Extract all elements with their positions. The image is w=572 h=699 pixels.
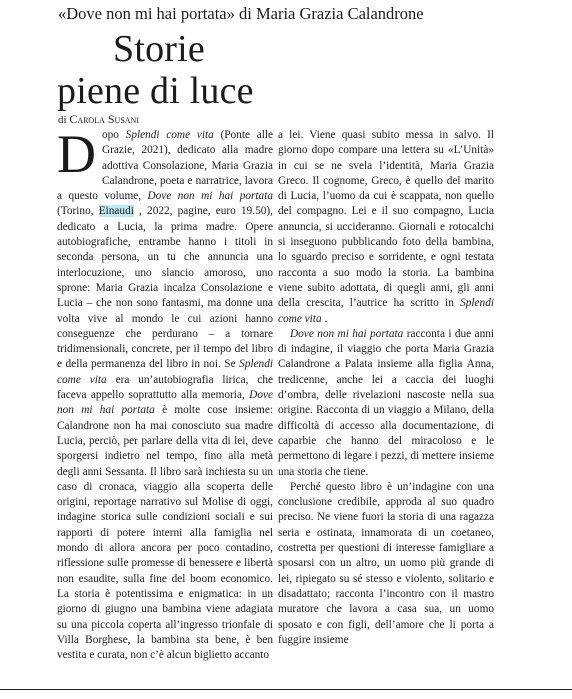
title-line-1: Storie [113, 28, 205, 70]
paragraph: Perché questo libro è un’indagine con una conclusione credibile, approda al suo quadro preciso. Ne viene fuori la storia di una ragazza seria e ostinata, innamorata di un coetaneo, costretta per questioni di interesse famigliare a sposarsi con un altro, un uomo più grande di lei, ripiegato su sé stesso e violento, solitario e disadattato; racconta l’incontro con il mastro muratore che lavora a casa sua, un uomo sposato e con figli, dell’amore che li porta a fuggire insieme [278, 480, 494, 646]
text-run: a lei. Viene quasi subito messa in salvo. Il giorno dopo compare una lettera su «L’Unità» in cui se ne svela l’identità, Maria Grazia Greco. Il cognome, Greco, è quello del marito di Lucia, l’uomo da cui è scappata, non quello del compagno. Lei e il suo compagno, Lucia annuncia, si uccideranno. Giornali e rotocalchi si inseguono pubblicando foto della bambina, lo sguardo preciso e sorridente, e ogni testata racconta a suo modo la storia. La bambina viene subito adottata, di quegli anni, gli anni della crescita, l’autrice ha scritto in [278, 129, 494, 310]
book-title: Dove non mi hai portata [290, 327, 404, 340]
article-title [57, 28, 337, 112]
article-column-1 [57, 124, 273, 663]
text-run: racconta i due anni di indagine, il viaggio che porta Maria Grazia Calandrone a Palata insieme alla figlia Anna, tredicenne, anche lei a caccia dei luoghi d’ombra, delle rivelazioni nascoste nella sua origine. Racconta di un viaggio a Milano, della difficoltà di accesso alla documentazione, di caparbie che hanno del miracoloso e le permettono di legare i pezzi, di mettere insieme una storia che tiene. [278, 327, 494, 478]
drop-cap: D [57, 124, 96, 184]
kicker-line: «Dove non mi hai portata» di Maria Grazia Calandrone [58, 4, 424, 23]
highlighted-text[interactable]: Einaudi [98, 205, 134, 218]
book-title: Splendi come vita [278, 297, 494, 325]
paragraph [278, 327, 494, 480]
text-run: (Ponte alle Grazie, 2021), dedicato alla madre adottiva Consolazione, Maria Grazia Calandrone, poeta e narratrice, lavora a questo volume, [57, 129, 273, 203]
page-bottom-rule [0, 689, 572, 690]
text-run: , 2022, pagine, euro 19.50), dedicato a Lucia, la prima madre. Opere autobiografiche, entrambe hanno i titoli in seconda persona, un tu che annuncia una interlocuzione, uno slancio amoroso, uno sprone: Maria Grazia incalza Consolazione e Lucia – che non sono fantasmi, ma donne una volta vive al mondo le cui azioni hanno conseguenze che perdurano – a tornare tridimensionali, concrete, per il tempo del libro e della permanenza del libro in noi. Se [57, 205, 273, 371]
text-run: . [324, 312, 328, 325]
book-title: Splendi come vita [57, 358, 273, 386]
text-run: era un’autobiografia lirica, che faceva appello soprattutto alla memoria, [57, 373, 273, 402]
book-title: Dove non mi hai portata [57, 389, 273, 417]
title-line-2: piene di luce [57, 70, 254, 112]
text-run: è molte cose insieme: Calandrone non ha mai conosciuto sua madre Lucia, perciò, per parlare della vita di lei, deve sporgersi indietro nel tempo, fino alla metà degli anni Sessanta. Il libro sarà inchiesta su un caso di cronaca, viaggio alla scoperta delle origini, reportage narrativo sul Molise di oggi, indagine storica sulle condizioni sociali e sui rapporti di potere interni alla famiglia nel mondo di allora ancora per poco contadino, riflessione sulle promesse di benessere e libertà non esaudite, sulla fine del boom economico. La storia è potentissima e enigmatica: in un giorno di giugno una bambina viene adagiata su una piccola coperta all’ingresso trionfale di Villa Borghese, la bambina sta bene, è ben vestita e curata, non c’è alcun biglietto accanto [57, 404, 273, 662]
paragraph [57, 124, 273, 663]
book-title: Splendi come vita [125, 129, 214, 141]
text-run: opo [102, 129, 126, 141]
byline-author: Carola Susani [69, 112, 139, 126]
book-title: Dove non mi hai portata [147, 190, 273, 203]
text-run: (Torino, [57, 205, 99, 218]
byline-prefix: di [58, 114, 67, 126]
paragraph [278, 128, 494, 327]
article-column-2 [278, 128, 494, 648]
